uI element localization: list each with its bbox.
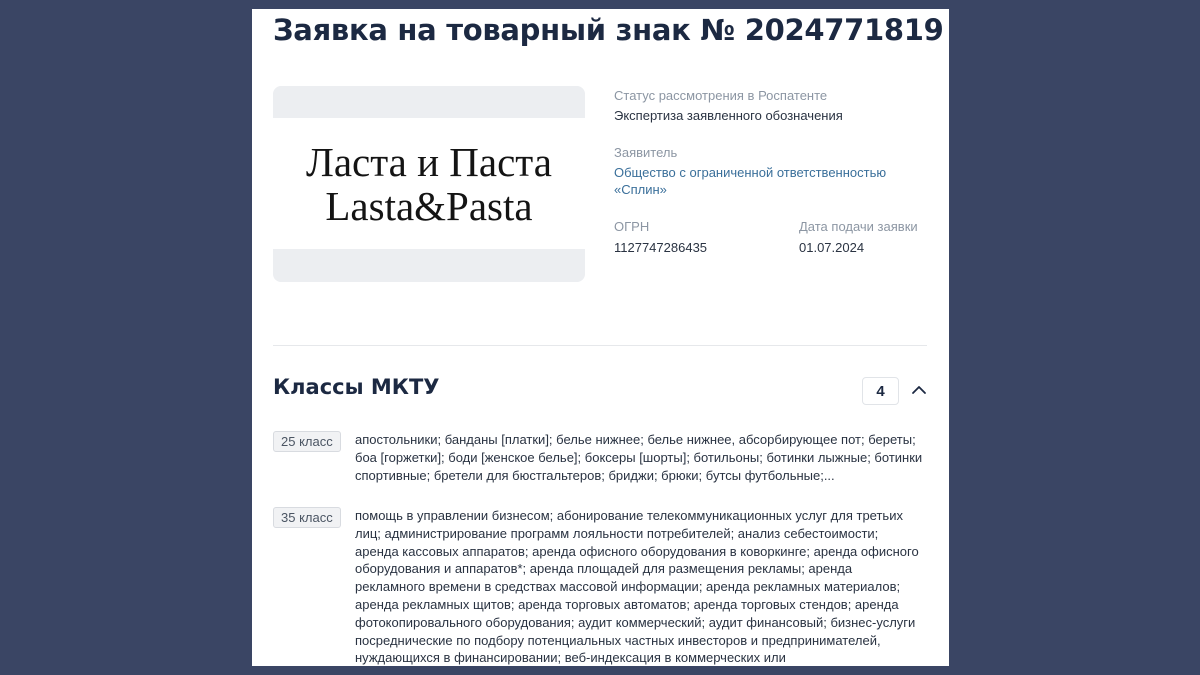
mktu-count-badge: 4 xyxy=(862,377,899,405)
filing-date-value: 01.07.2024 xyxy=(799,240,865,255)
page-title: Заявка на товарный знак № 2024771819 xyxy=(273,13,944,47)
ogrn-label: ОГРН xyxy=(614,219,650,234)
class-tag: 35 класс xyxy=(273,507,341,528)
ogrn-value: 1127747286435 xyxy=(614,240,708,255)
class-goods-text: апостольники; банданы [платки]; белье нижнее; белье нижнее, абсорбирующее пот; береты; боа [горжетки]; боди [женское белье]; боксеры [шорты]; ботильоны; ботинки лыжные; ботинки спортивные; бретели для бюстгальтеров; бриджи; брюки; бутсы футбольные;... xyxy=(355,432,923,483)
mktu-class-row xyxy=(273,431,927,487)
applicant-label: Заявитель xyxy=(614,145,678,160)
trademark-line-2: Lasta&Pasta xyxy=(325,182,533,229)
trademark-image-content xyxy=(273,118,585,249)
filing-date-label: Дата подачи заявки xyxy=(799,219,918,234)
mktu-section-title: Классы МКТУ xyxy=(273,375,440,399)
chevron-up-icon[interactable] xyxy=(909,380,929,400)
section-divider xyxy=(273,345,927,346)
class-services-text: помощь в управлении бизнесом; абонирование телекоммуникационных услуг для третьих лиц; администрирование программ лояльности потребителей; анализ себестоимости; аренда кассовых аппаратов; аренда офисного оборудования в коворкинге; аренда офисного оборудования и аппаратов*; аренда площадей для размещения рекламы; аренда рекламного времени в средствах массовой информации; аренда рекламных материалов; аренда рекламных щитов; аренда торговых автоматов; аренда торговых стендов; аренда фотокопировального оборудования; аудит коммерческий; аудит финансовый; бизнес-услуги посреднические по подбору потенциальных частных инвесторов и предпринимателей, нуждающихся в финансировании; веб-индексация в коммерческих или xyxy=(355,508,919,666)
class-tag: 25 класс xyxy=(273,431,341,452)
mktu-class-row xyxy=(273,507,927,666)
trademark-image xyxy=(273,86,585,282)
applicant-link[interactable] xyxy=(614,164,914,198)
status-label: Статус рассмотрения в Роспатенте xyxy=(614,88,828,103)
applicant-name-line-2: «Сплин» xyxy=(614,182,667,197)
applicant-name-line-1: Общество с ограниченной ответственностью xyxy=(614,165,887,180)
application-panel xyxy=(252,9,949,666)
status-value: Экспертиза заявленного обозначения xyxy=(614,108,843,123)
trademark-line-1: Ласта и Паста xyxy=(306,138,552,185)
